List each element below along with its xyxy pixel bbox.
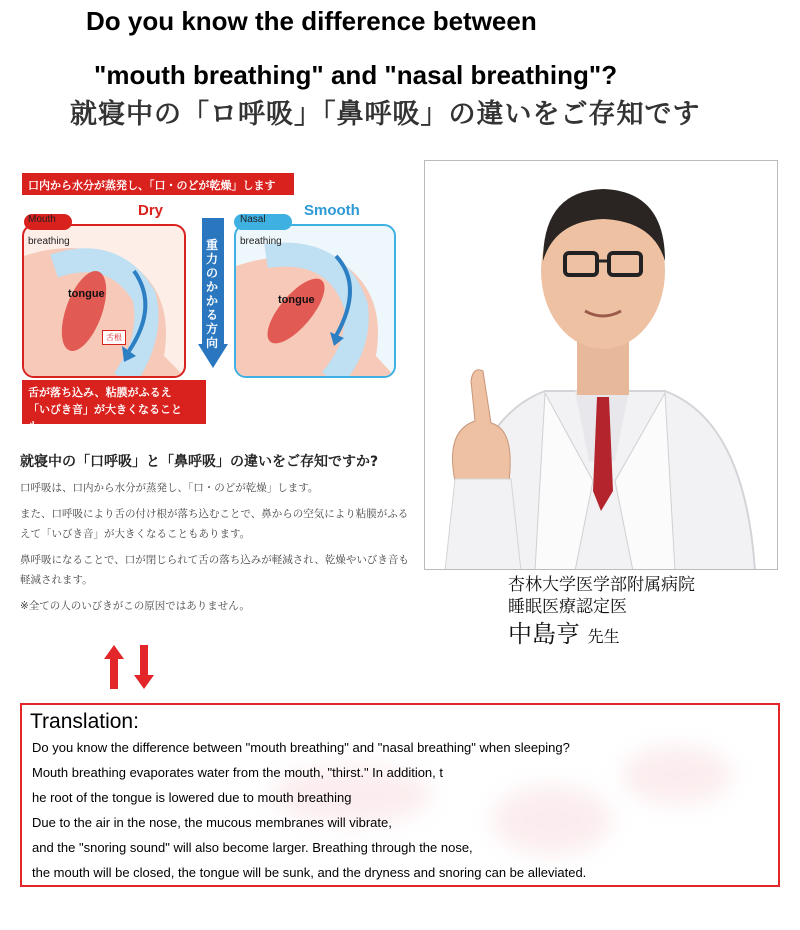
gravity-direction-text: 重力のかかる方向 [205, 238, 218, 350]
breathing-illustration [22, 168, 410, 433]
tongue-label-left: tongue [68, 288, 105, 300]
snoring-banner-line2: 「いびき音」が大きくなることも。 [28, 403, 182, 433]
nasal-breathing-label: Nasal breathing [240, 214, 282, 247]
doctor-name: 中島亨 [508, 620, 580, 648]
japanese-article [20, 452, 412, 616]
article-paragraph-2: また、口呼吸により舌の付け根が落ち込むことで、鼻からの空気により粘膜がふるえて「いびき音」が大きくなることもあります。 [20, 508, 409, 540]
doctor-affiliation: 杏林大学医学部附属病院 [508, 575, 695, 595]
decorative-blur [622, 745, 732, 805]
doctor-name-line [508, 618, 695, 653]
translation-heading: Translation: [30, 710, 139, 733]
article-paragraph-1: 口呼吸は、口内から水分が蒸発し、「口・のどが乾燥」します。 [20, 482, 319, 494]
decorative-blur [492, 785, 612, 855]
translation-line: Due to the air in the nose, the mucous membranes will vibrate, [32, 815, 392, 830]
translation-line: and the "snoring sound" will also become larger. Breathing through the nose, [32, 840, 473, 855]
snoring-banner [22, 380, 206, 433]
doctor-honorific: 先生 [587, 627, 620, 646]
translation-line: he root of the tongue is lowered due to mouth breathing [32, 790, 352, 805]
dry-mouth-banner: 口内から水分が蒸発し、「口・のどが乾燥」します [22, 173, 294, 195]
doctor-caption [508, 574, 695, 653]
doctor-portrait [425, 161, 778, 570]
doctor-title: 睡眠医療認定医 [508, 597, 627, 617]
tongue-label-right: tongue [278, 294, 315, 306]
title-japanese: 就寝中の「ロ呼吸」「鼻呼吸」の違いをご存知です [70, 99, 701, 130]
smooth-label: Smooth [304, 202, 360, 219]
article-paragraph-4: ※全ての人のいびきがこの原因ではありません。 [20, 600, 250, 612]
translation-line: Do you know the difference between "mouth breathing" and "nasal breathing" when sleeping? [32, 740, 570, 755]
article-paragraph-3: 鼻呼吸になることで、口が閉じられて舌の落ち込みが軽減され、乾燥やいびき音も軽減されます。 [20, 554, 409, 586]
tongue-root-tag: 舌根 [102, 330, 126, 345]
title-line-2: "mouth breathing" and "nasal breathing"? [94, 60, 618, 90]
mouth-breathing-label: Mouth breathing [28, 214, 70, 247]
translation-line: the mouth will be closed, the tongue will be sunk, and the dryness and snoring can be alleviated. [32, 865, 587, 880]
dry-label: Dry [138, 202, 164, 219]
up-down-arrows-icon [104, 645, 154, 689]
translation-box [20, 703, 780, 887]
translation-line: Mouth breathing evaporates water from the mouth, "thirst." In addition, t [32, 765, 443, 780]
snoring-banner-line1: 舌が落ち込み、粘膜がふるえ [28, 386, 172, 399]
title-line-1: Do you know the difference between [86, 6, 537, 36]
article-heading: 就寝中の「口呼吸」と「鼻呼吸」の違いをご存知ですか? [20, 454, 379, 470]
doctor-photo [424, 160, 778, 570]
